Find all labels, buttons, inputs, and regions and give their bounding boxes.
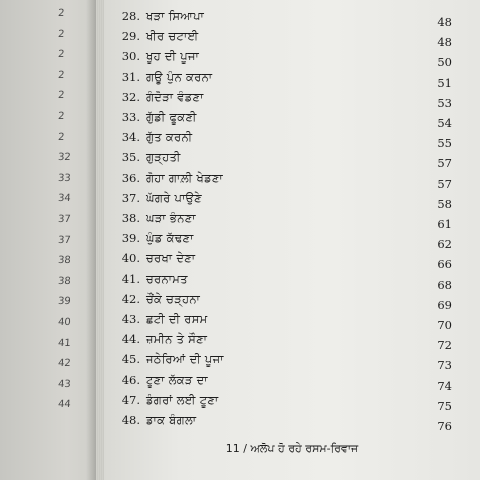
entry-number: 35.	[121, 150, 140, 165]
previous-page-number: 38	[57, 275, 72, 287]
toc-entry	[104, 90, 480, 110]
entry-title: ਡਾਕ ਬੰਗਲਾ	[146, 413, 197, 427]
entry-page-number: 50	[437, 55, 452, 70]
entry-title: ਗੁੱਤ ਕਰਨੀ	[146, 130, 193, 145]
toc-entry	[104, 211, 480, 231]
entry-title: ਚਰਖਾ ਦੇਣਾ	[146, 251, 196, 266]
toc-entry	[104, 110, 480, 130]
entry-title: ਗੁੜ੍ਹਤੀ	[146, 150, 181, 165]
entry-page-number: 70	[437, 318, 452, 332]
table-of-contents-page	[104, 0, 480, 480]
entry-number: 39.	[121, 231, 140, 246]
previous-page-number: 2	[57, 131, 65, 143]
entry-page-number: 73	[437, 358, 452, 373]
entry-page-number: 62	[437, 237, 452, 252]
entry-number: 40.	[121, 251, 140, 266]
entry-number: 45.	[121, 352, 140, 367]
entry-number: 29.	[121, 29, 140, 44]
toc-entry	[104, 191, 480, 211]
entry-title: ਜਠੇਰਿਆਂ ਦੀ ਪੂਜਾ	[146, 352, 224, 367]
entry-title: ਘੜਾ ਭੰਨਣਾ	[146, 211, 196, 225]
entry-page-number: 69	[437, 297, 452, 312]
previous-page-number: 37	[57, 234, 72, 246]
toc-entry	[104, 352, 480, 372]
toc-entry	[104, 332, 480, 352]
previous-page-number: 2	[57, 8, 65, 19]
entry-number: 32.	[121, 89, 140, 104]
entry-title: ਗੋਹਾ ਗਾਲ਼ੀ ਖੇਡਣਾ	[146, 170, 223, 185]
previous-page-number: 33	[57, 172, 72, 184]
toc-entry	[104, 171, 480, 191]
entry-page-number: 74	[437, 378, 452, 393]
entry-page-number: 48	[437, 15, 452, 29]
toc-entry	[104, 231, 480, 251]
entry-number: 31.	[121, 69, 140, 84]
entry-title: ਛਟੀ ਦੀ ਰਸਮ	[146, 312, 208, 326]
entry-page-number: 53	[437, 95, 452, 110]
entry-page-number: 66	[437, 257, 452, 272]
entry-title: ਗੰਦੋੜਾ ਵੰਡਣਾ	[146, 89, 204, 104]
previous-page-number: 2	[57, 111, 65, 122]
previous-page-number: 38	[57, 255, 72, 267]
previous-page-number: 32	[57, 152, 72, 164]
entry-title: ਚਰਨਾਮਤ	[146, 271, 188, 286]
entry-page-number: 61	[437, 217, 452, 231]
toc-entry	[104, 130, 480, 150]
entry-page-number: 54	[437, 116, 452, 130]
previous-page-number: 43	[57, 378, 72, 390]
previous-page-number: 2	[57, 90, 65, 102]
entry-page-number: 55	[437, 136, 452, 151]
entry-title: ਖੜਾ ਸਿਆਪਾ	[146, 9, 205, 23]
page-edges	[96, 0, 104, 480]
entry-number: 41.	[121, 271, 140, 286]
entry-number: 37.	[121, 190, 140, 205]
entry-number: 47.	[121, 392, 140, 407]
toc-entry	[104, 292, 480, 312]
toc-entry	[104, 312, 480, 332]
toc-entry	[104, 70, 480, 90]
entry-number: 34.	[121, 130, 140, 145]
entry-number: 28.	[121, 9, 140, 23]
toc-entry	[104, 29, 480, 49]
previous-page-number: 34	[57, 193, 72, 205]
entry-title: ਘੱਗਰੇ ਪਾਉਣੇ	[146, 190, 202, 205]
entry-page-number: 68	[437, 277, 452, 292]
entry-title: ਟੂਣਾ ਲੱਕੜ ਦਾ	[146, 372, 208, 387]
previous-page-number: 39	[57, 296, 72, 308]
entry-title: ਚੌਂਕੇ ਚੜ੍ਹਨਾ	[146, 291, 201, 306]
previous-page-number: 41	[57, 337, 72, 349]
entry-title: ਖੀਰ ਚਟਾਈ	[146, 29, 199, 44]
previous-page-number: 2	[57, 49, 65, 61]
entry-number: 43.	[121, 312, 140, 326]
previous-page-number: 42	[57, 358, 72, 370]
entry-number: 30.	[121, 49, 140, 64]
toc-entry	[104, 272, 480, 292]
entry-title: ਗਊ ਪੁੰਨ ਕਰਨਾ	[146, 69, 213, 84]
toc-entry	[104, 150, 480, 170]
entry-page-number: 76	[437, 419, 452, 433]
entry-page-number: 51	[437, 75, 452, 90]
entry-page-number: 72	[437, 338, 452, 353]
previous-page-number: 37	[57, 214, 72, 225]
entry-number: 44.	[121, 332, 140, 347]
entry-title: ਖੂਹ ਦੀ ਪੂਜਾ	[146, 49, 200, 64]
entry-number: 36.	[121, 170, 140, 185]
entry-page-number: 48	[437, 35, 452, 50]
toc-entry	[104, 393, 480, 413]
entry-page-number: 57	[437, 176, 452, 191]
entry-number: 48.	[121, 413, 140, 427]
entry-number: 33.	[121, 110, 140, 124]
entry-page-number: 58	[437, 196, 452, 211]
toc-entry	[104, 413, 480, 433]
toc-entry	[104, 251, 480, 271]
previous-page-number: 40	[57, 317, 72, 328]
entry-title: ਜ਼ਮੀਨ ਤੇ ਸੌਣਾ	[146, 332, 208, 347]
entry-number: 46.	[121, 372, 140, 387]
entry-page-number: 75	[437, 398, 452, 413]
entry-number: 38.	[121, 211, 140, 225]
toc-entry	[104, 49, 480, 69]
page-gutter-shadow	[86, 0, 96, 480]
entry-title: ਡੰਗਰਾਂ ਲਈ ਟੂਣਾ	[146, 392, 219, 407]
previous-page	[0, 0, 96, 480]
previous-page-number: 2	[57, 69, 65, 81]
entry-title: ਗੁੱਡੀ ਫੂਕਣੀ	[146, 110, 197, 124]
toc-entry	[104, 373, 480, 393]
previous-page-number: 2	[57, 28, 65, 40]
previous-page-number: 44	[57, 399, 72, 411]
page-footer: 11 / ਅਲੋਪ ਹੋ ਰਹੇ ਰਸਮ-ਰਿਵਾਜ	[225, 442, 359, 455]
entry-number: 42.	[121, 291, 140, 306]
toc-entry	[104, 9, 480, 29]
entry-title: ਘੁੰਡ ਕੱਢਣਾ	[146, 231, 194, 246]
entry-page-number: 57	[437, 156, 452, 171]
